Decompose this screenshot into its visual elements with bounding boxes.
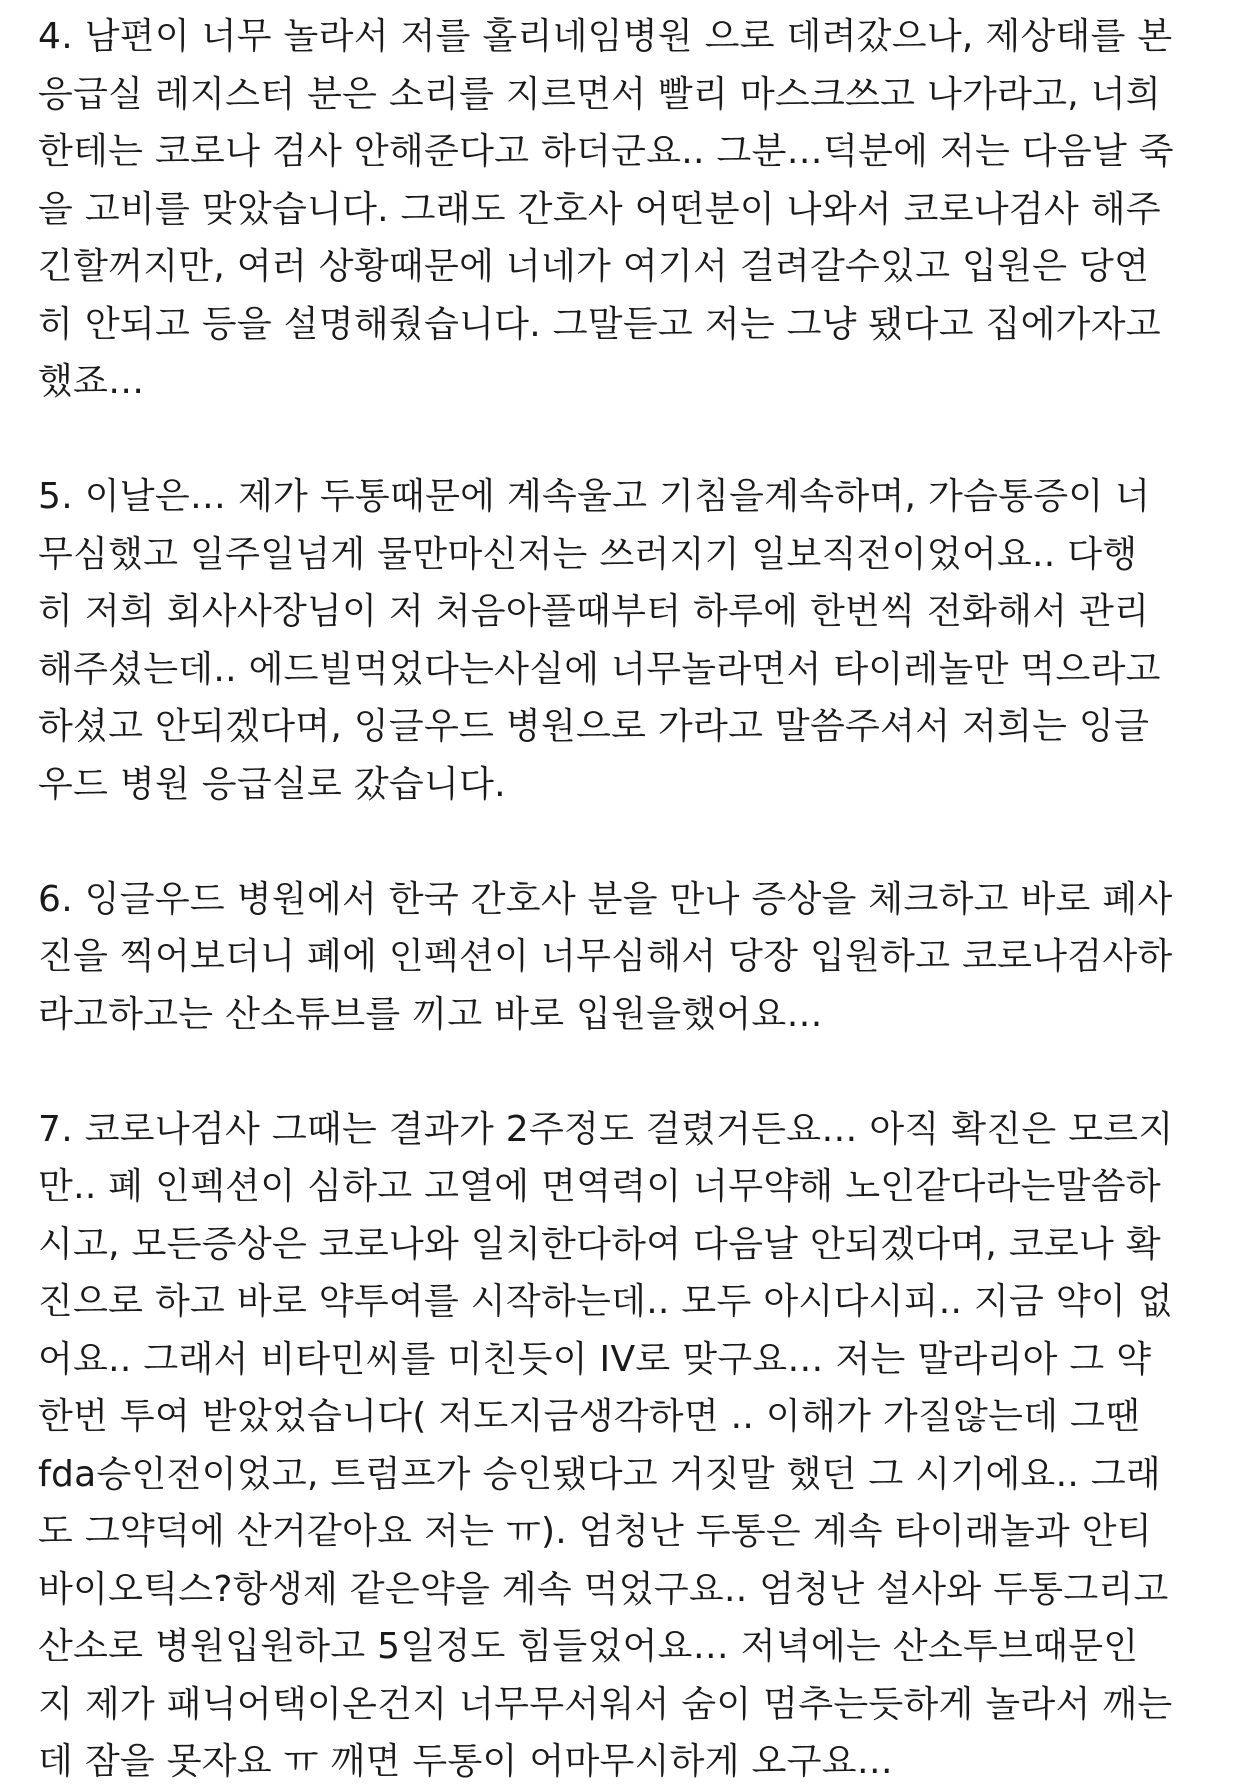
text-line: 무심했고 일주일넘게 물만마신저는 쓰러지기 일보직전이었어요.. 다행 (38, 533, 1138, 575)
text-line: 4. 남편이 너무 놀라서 저를 홀리네임병원 으로 데려갔으나, 제상태를 본 (38, 16, 1173, 57)
text-line: 진을 찍어보더니 폐에 인펙션이 너무심해서 당장 입원하고 코로나검사하 (38, 936, 1173, 977)
text-line: 히 저희 회사사장님이 저 처음아플때부터 하루에 한번씩 전화해서 관리 (38, 591, 1150, 632)
text-line: 라고하고는 산소튜브를 끼고 바로 입원을했어요… (38, 993, 823, 1035)
text-line: 7. 코로나검사 그때는 결과가 2주정도 걸렸거든요… 아직 확진은 모르지 (38, 1108, 1174, 1150)
text-line: 해주셨는데.. 에드빌먹었다는사실에 너무놀라면서 타이레놀만 먹으라고 (38, 648, 1161, 690)
text-line: 진으로 하고 바로 약투여를 시작하는데.. 모두 아시다시피.. 지금 약이 없 (38, 1281, 1173, 1322)
paragraph-7 (38, 1101, 1213, 1791)
text-line: 응급실 레지스터 분은 소리를 지르면서 빨리 마스크쓰고 나가라고, 너희 (38, 73, 1161, 115)
text-line: 만.. 폐 인펙션이 심하고 고열에 면역력이 너무약해 노인같다라는말씀하 (38, 1166, 1161, 1207)
paragraph-5 (38, 468, 1213, 813)
text-line: 시고, 모든증상은 코로나와 일치한다하여 다음날 안되겠다며, 코로나 확 (38, 1223, 1161, 1265)
text-line: 5. 이날은… 제가 두통때문에 계속울고 기침을계속하며, 가슴통증이 너 (38, 476, 1151, 517)
text-line: 지 제가 패닉어택이온건지 너무무서워서 숨이 멈추는듯하게 놀라서 깨는 (38, 1683, 1173, 1725)
document-body (38, 8, 1213, 1791)
text-line: fda승인전이었고, 트럼프가 승인됐다고 거짓말 했던 그 시기에요.. 그래 (38, 1453, 1161, 1495)
text-line: 어요.. 그래서 비타민씨를 미친듯이 IV로 맞구요… 저는 말라리아 그 약 (38, 1338, 1152, 1380)
text-line: 긴할꺼지만, 여러 상황때문에 너네가 여기서 걸려갈수있고 입원은 당연 (38, 246, 1150, 287)
text-line: 한번 투여 받았었습니다( 저도지금생각하면 .. 이해가 가질않는데 그땐 (38, 1396, 1141, 1437)
text-line: 6. 잉글우드 병원에서 한국 간호사 분을 만나 증상을 체크하고 바로 폐사 (38, 878, 1173, 920)
text-line: 데 잠을 못자요 ㅠ 깨면 두통이 어마무시하게 오구요… (38, 1741, 894, 1782)
text-line: 도 그약덕에 산거같아요 저는 ㅠ). 엄청난 두통은 계속 타이래놀과 안티 (38, 1511, 1152, 1552)
text-line: 히 안되고 등을 설명해줬습니다. 그말듣고 저는 그냥 됐다고 집에가자고 (38, 303, 1161, 345)
text-line: 바이오틱스?항생제 같은약을 계속 먹었구요.. 엄청난 설사와 두통그리고 (38, 1568, 1169, 1610)
paragraph-6 (38, 871, 1213, 1044)
text-line: 하셨고 안되겠다며, 잉글우드 병원으로 가라고 말씀주셔서 저희는 잉글 (38, 706, 1150, 747)
text-line: 했죠… (38, 361, 145, 402)
text-line: 을 고비를 맞았습니다. 그래도 간호사 어떤분이 나와서 코로나검사 해주 (38, 188, 1161, 230)
paragraph-4 (38, 8, 1213, 411)
text-line: 산소로 병원입원하고 5일정도 힘들었어요… 저녁에는 산소투브때문인 (38, 1626, 1139, 1667)
text-line: 한테는 코로나 검사 안해준다고 하더군요.. 그분…덕분에 저는 다음날 죽 (38, 131, 1174, 172)
text-line: 우드 병원 응급실로 갔습니다. (38, 763, 506, 805)
